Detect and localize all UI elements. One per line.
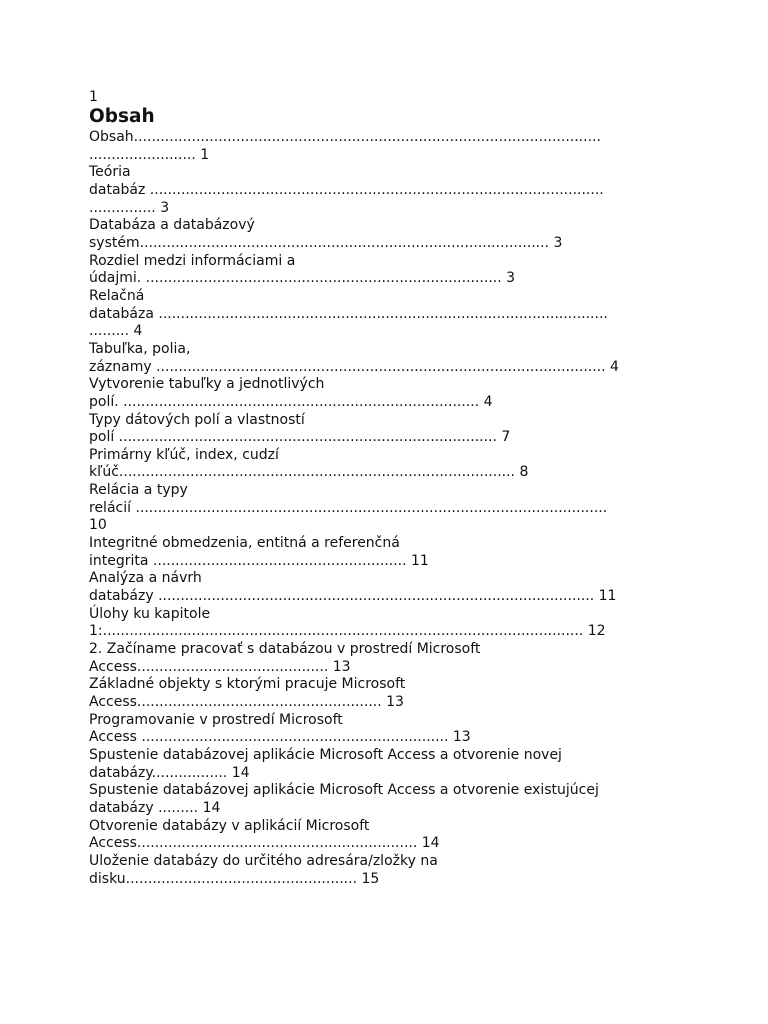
toc-line: záznamy ..................................................................................................... 4 (89, 358, 619, 375)
toc-line: polí. ................................................................................ 4 (89, 393, 493, 410)
toc-line: polí ..................................................................................... 7 (89, 429, 511, 446)
toc-line: Vytvorenie tabuľky a jednotlivých (89, 376, 325, 393)
toc-line: ......... 4 (89, 323, 143, 340)
toc-line: údajmi. ................................................................................ 3 (89, 270, 516, 287)
toc-line: Tabuľka, polia, (89, 340, 191, 357)
toc-line: Úlohy ku kapitole (89, 605, 211, 622)
toc-line: Relácia a typy (89, 482, 188, 499)
toc-line: integrita ......................................................... 11 (89, 552, 429, 569)
toc-line: Spustenie databázovej aplikácie Microsoft Access a otvorenie novej (89, 746, 562, 763)
toc-line: Teória (89, 164, 131, 181)
toc-line: Programovanie v prostredí Microsoft (89, 711, 343, 728)
toc-line: Access............................................................... 14 (89, 835, 440, 852)
toc-line: disku.................................................... 15 (89, 870, 380, 887)
toc-line: Základné objekty s ktorými pracuje Microsoft (89, 676, 406, 693)
toc-line: kľúč......................................................................................... 8 (89, 464, 529, 481)
toc-line: Integritné obmedzenia, entitná a referenčná (89, 535, 400, 552)
toc-line: databáz ...................................................................................................... (89, 181, 604, 198)
toc-line: databázy .................................................................................................. 11 (89, 588, 617, 605)
toc-line: Databáza a databázový (89, 217, 255, 234)
toc-line: databáza ..................................................................................................... (89, 305, 608, 322)
page-number: 1 (89, 89, 98, 105)
toc-line: Typy dátových polí a vlastností (89, 411, 305, 428)
toc-line: Obsah......................................................................................................... (89, 129, 601, 145)
toc-line: Analýza a návrh (89, 570, 202, 587)
toc-line: 10 (89, 517, 107, 534)
toc-line: Access....................................................... 13 (89, 694, 404, 710)
toc-line: Relačná (89, 287, 145, 304)
toc-line: ........................ 1 (89, 146, 210, 163)
document-page (89, 88, 689, 888)
table-of-contents (89, 129, 689, 888)
toc-line: Primárny kľúč, index, cudzí (89, 446, 279, 463)
toc-line: ............... 3 (89, 199, 170, 216)
toc-line: 1:............................................................................................................ 12 (89, 623, 606, 640)
toc-line: Access........................................... 13 (89, 658, 351, 675)
toc-line: Uloženie databázy do určitého adresára/zložky na (89, 852, 438, 869)
toc-line: Otvorenie databázy v aplikácií Microsoft (89, 817, 370, 834)
page-title: Obsah (89, 106, 155, 127)
toc-line: systém............................................................................................ 3 (89, 234, 563, 251)
toc-line: databázy ......... 14 (89, 799, 221, 816)
toc-line: databázy................. 14 (89, 764, 250, 781)
toc-line: Access ..................................................................... 13 (89, 729, 471, 746)
toc-line: Rozdiel medzi informáciami a (89, 252, 296, 269)
toc-line: relácií .......................................................................................................... (89, 499, 608, 516)
toc-line: 2. Začíname pracovať s databázou v prostredí Microsoft (89, 641, 481, 658)
toc-line: Spustenie databázovej aplikácie Microsoft Access a otvorenie existujúcej (89, 782, 599, 799)
